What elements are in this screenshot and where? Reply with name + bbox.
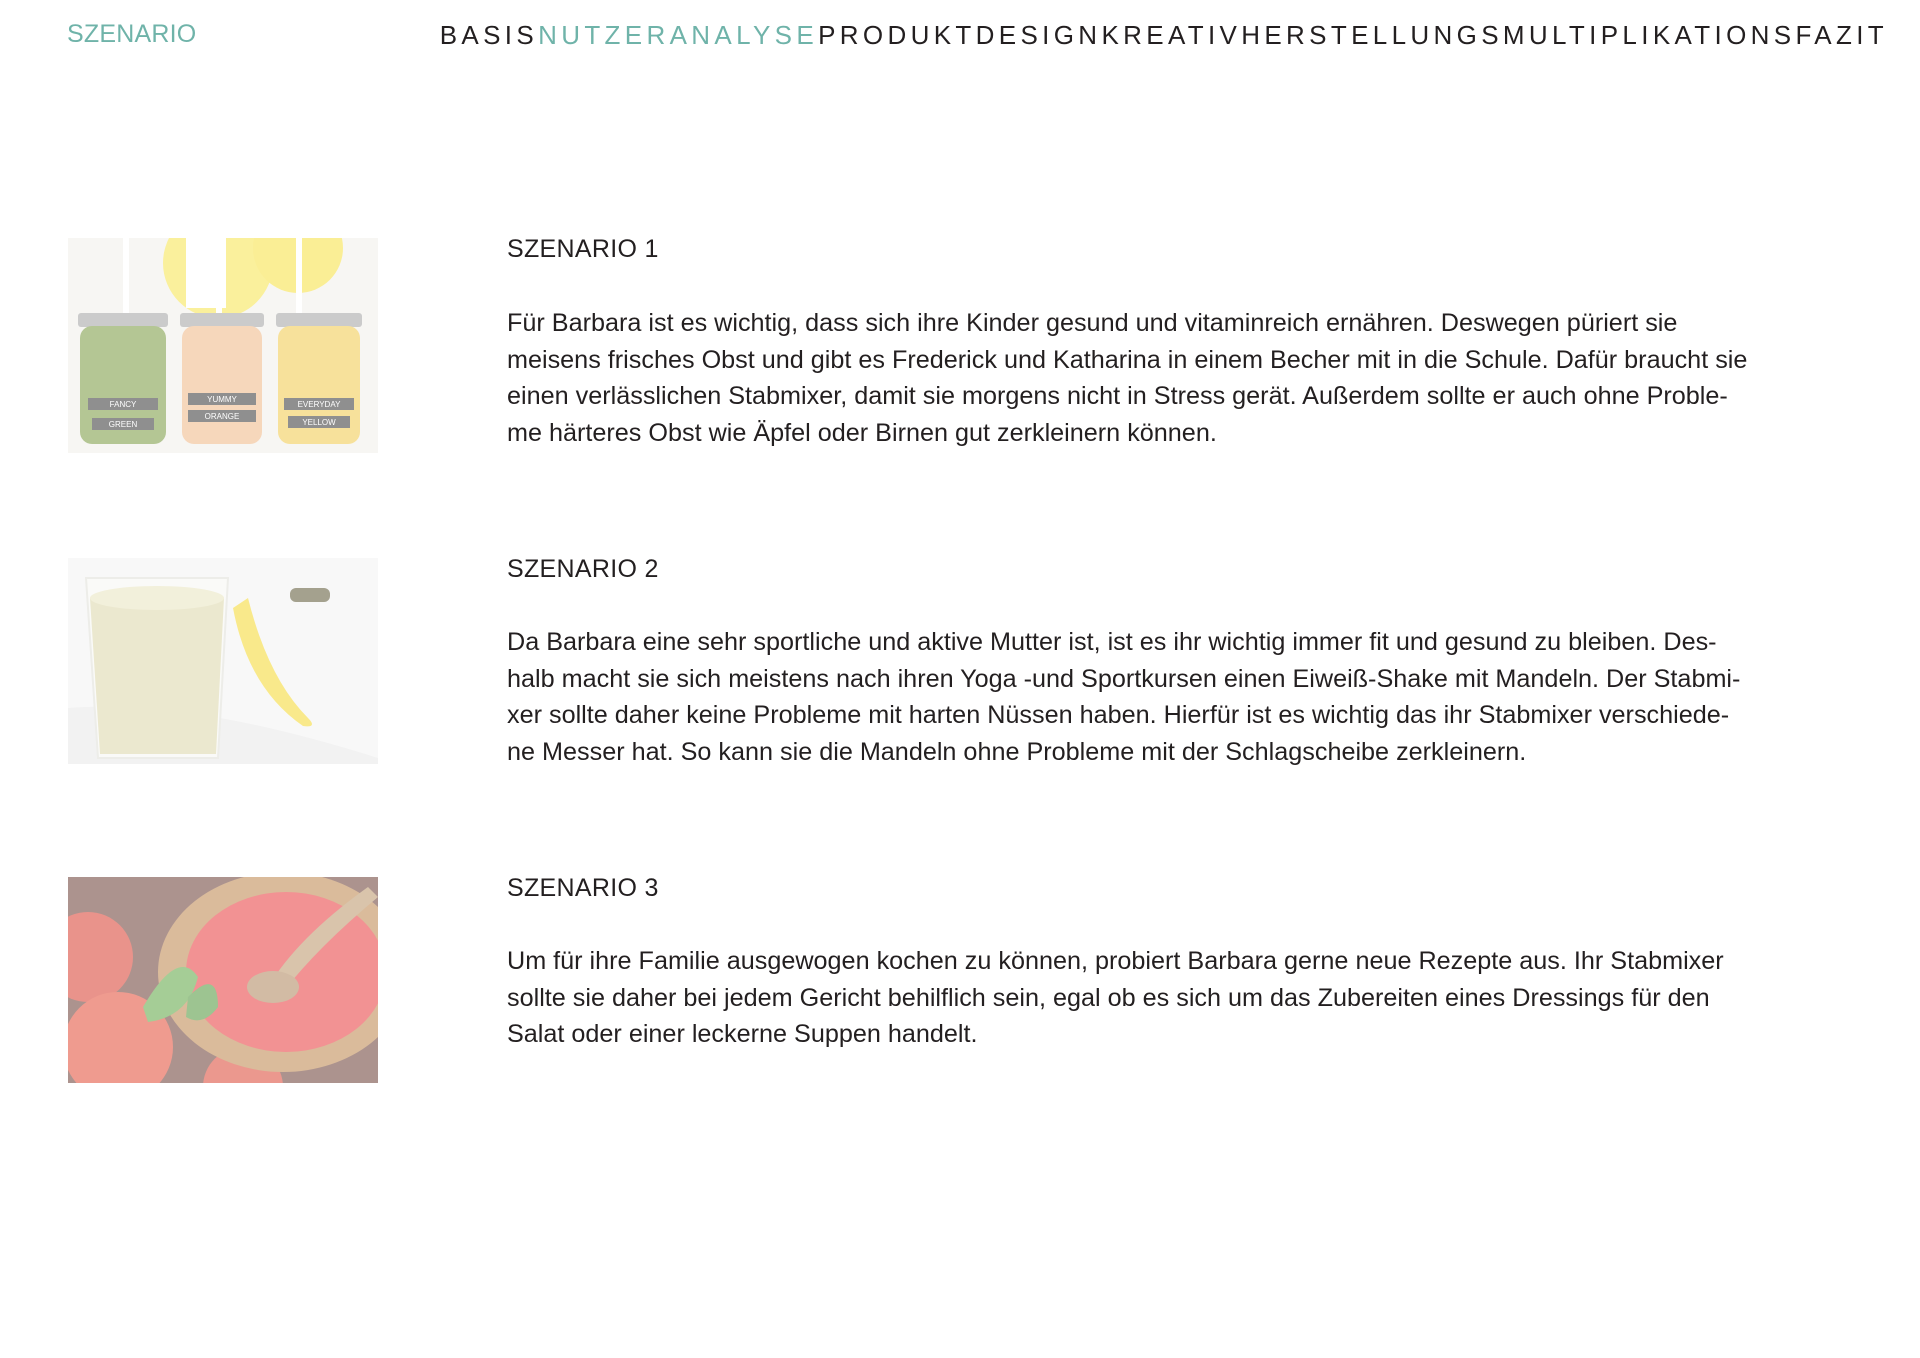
text-line: Für Barbara ist es wichtig, dass sich ihre Kinder gesund und vitaminreich ernähren. Deswegen püriert sie: [507, 309, 1678, 337]
text-line: me härteres Obst wie Äpfel oder Birnen gut zerkleinern können.: [507, 419, 1217, 448]
nav-item-fazit[interactable]: FAZIT: [1795, 20, 1888, 50]
nav-item-nutzeranalyse[interactable]: NUTZERANALYSE: [538, 20, 819, 50]
scenario-2-text: [507, 624, 1782, 771]
svg-text:FANCY: FANCY: [109, 400, 137, 409]
nav-item-produktdesign[interactable]: PRODUKTDESIGN: [818, 20, 1102, 50]
svg-text:ORANGE: ORANGE: [204, 412, 240, 421]
text-line: sollte sie daher bei jedem Gericht behilflich sein, egal ob es sich um das Zubereiten eines Dressings für den: [507, 983, 1710, 1012]
svg-text:YELLOW: YELLOW: [302, 418, 336, 427]
scenario-3-text: [507, 943, 1782, 1053]
tomato-soup-image: [68, 877, 378, 1083]
nav-item-multiplikations[interactable]: MULTIPLIKATIONS: [1502, 20, 1796, 50]
text-line: meisens frisches Obst und gibt es Frederick und Katharina in einem Becher mit in die Schule. Dafür braucht sie: [507, 345, 1748, 374]
scenario-2-title: SZENARIO 2: [507, 555, 659, 583]
section-label: SZENARIO: [67, 20, 197, 48]
text-line: ne Messer hat. So kann sie die Mandeln ohne Probleme mit der Schlagscheibe zerkleinern.: [507, 738, 1527, 767]
banana-shake-image: [68, 558, 378, 764]
scenario-3-title: SZENARIO 3: [507, 874, 659, 902]
text-line: halb macht sie sich meistens nach ihren Yoga -und Sportkursen einen Eiweiß-Shake mit Mandeln. Der Stabmi-: [507, 664, 1741, 693]
nav-item-herstellungs[interactable]: HERSTELLUNGS: [1241, 20, 1503, 50]
scenario-1-title: SZENARIO 1: [507, 235, 659, 263]
nav-item-basis[interactable]: BASIS: [439, 20, 539, 50]
text-line: Um für ihre Familie ausgewogen kochen zu können, probiert Barbara gerne neue Rezepte aus. Ihr Stabmixer: [507, 947, 1724, 975]
text-line: Salat oder einer leckerne Suppen handelt.: [507, 1020, 978, 1049]
scenario-1-text: [507, 305, 1782, 452]
smoothie-jars-image: [68, 238, 378, 453]
svg-text:GREEN: GREEN: [108, 420, 138, 429]
svg-text:YUMMY: YUMMY: [207, 395, 237, 404]
svg-text:EVERYDAY: EVERYDAY: [297, 400, 341, 409]
text-line: Da Barbara eine sehr sportliche und aktive Mutter ist, ist es ihr wichtig immer fit und gesund zu bleiben. Des-: [507, 628, 1717, 656]
text-line: einen verlässlichen Stabmixer, damit sie morgens nicht in Stress gerät. Außerdem sollte er auch ohne Proble-: [507, 382, 1728, 411]
top-nav: [440, 20, 1888, 51]
text-line: xer sollte daher keine Probleme mit harten Nüssen haben. Hierfür ist es wichtig das ihr Stabmixer verschiede-: [507, 701, 1730, 730]
nav-item-kreativ[interactable]: KREATIV: [1101, 20, 1242, 50]
